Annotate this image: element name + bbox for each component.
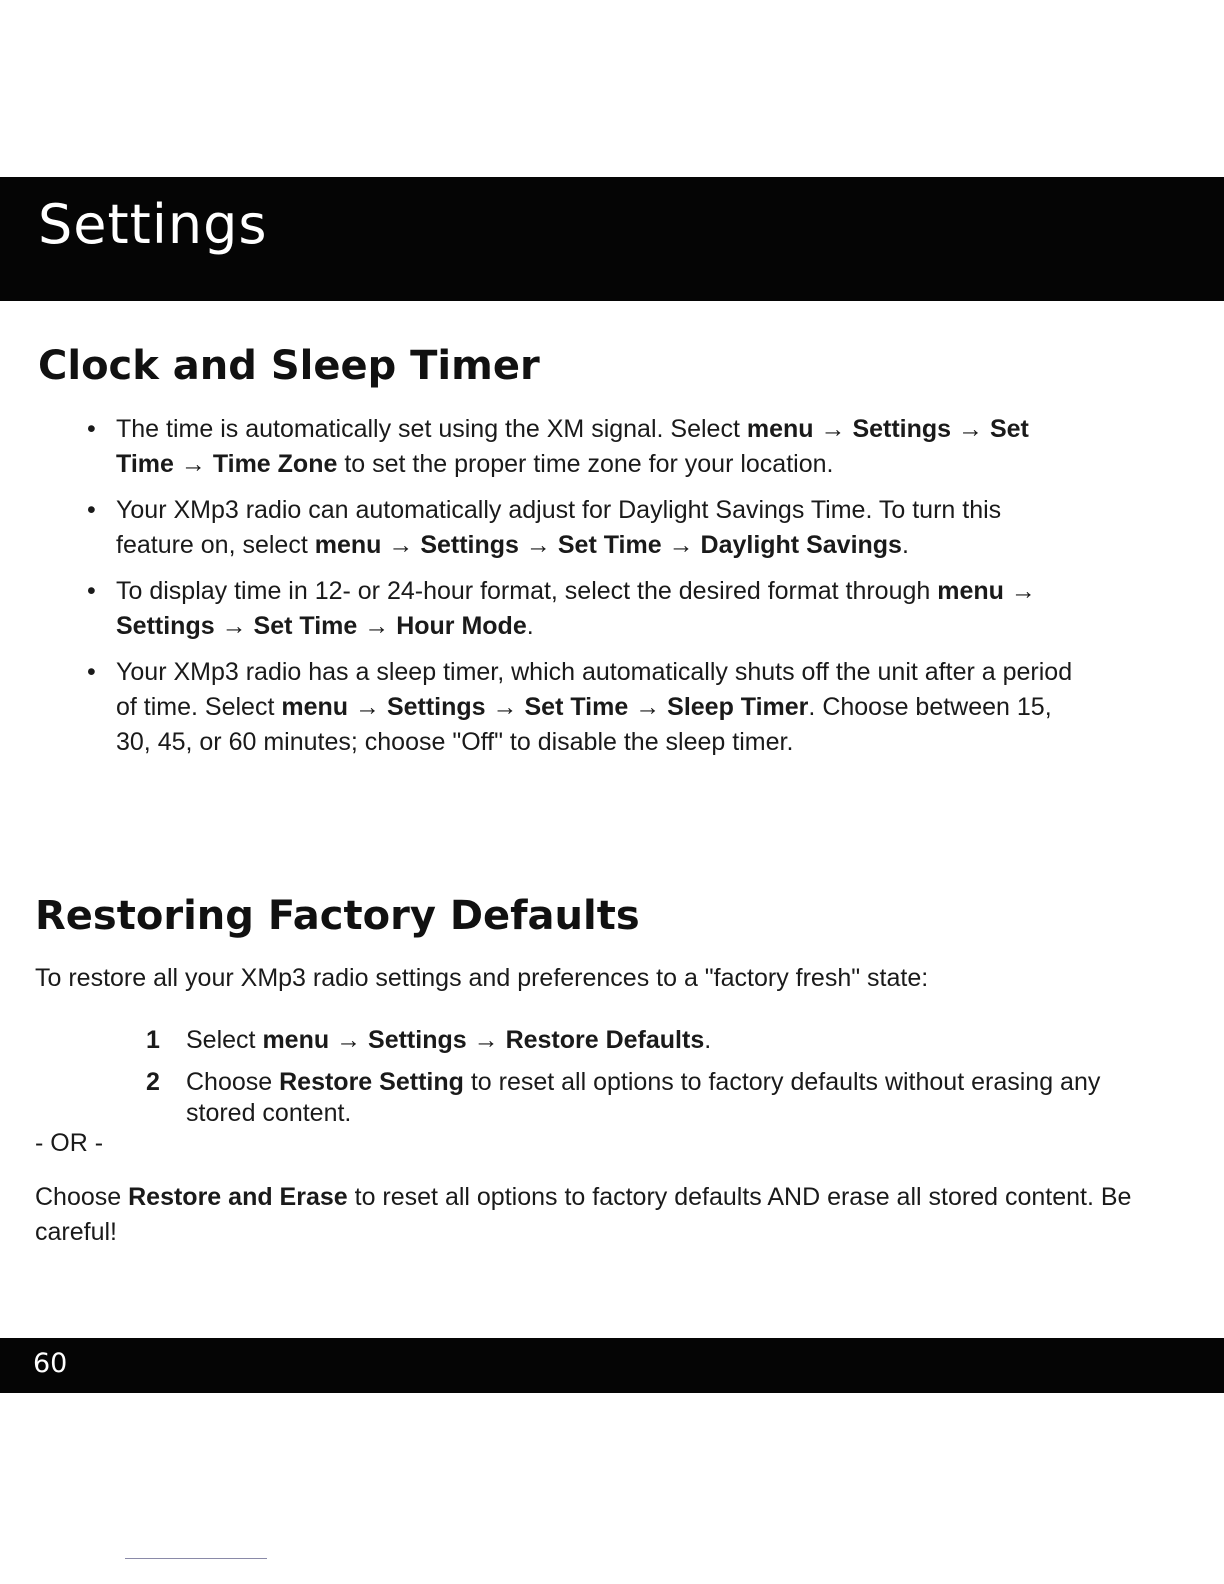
arrow: → [958,415,984,443]
bold-term: Set Time [253,612,358,640]
step-text: Choose [186,1068,280,1096]
arrow: → [355,693,380,721]
bullet-time-zone [87,412,1076,482]
restore-section-heading: Restoring Factory Defaults [35,893,640,939]
bold-term: Sleep Timer [667,693,809,721]
bullet-hour-mode [87,574,1076,644]
step-item [146,1067,1166,1129]
para-text: Choose [35,1183,129,1211]
page-title: Settings [38,193,268,256]
bullet-text: . [526,612,534,640]
step-item [146,1025,1166,1056]
bullet-text: . [901,531,909,559]
arrow: → [336,1026,362,1054]
bullet-daylight-savings [87,493,1076,563]
clock-bullet-list [87,412,1076,760]
arrow: → [221,612,247,640]
bold-term: menu [746,415,814,443]
arrow: → [525,531,551,559]
bold-term: Set Time [116,415,1029,478]
bold-term: Restore Setting [279,1068,464,1096]
bullet-text: The time is automatically set using the XM signal. Select [116,415,747,443]
arrow: → [364,612,390,640]
bold-term: Settings [852,415,952,443]
restore-intro: To restore all your XMp3 radio settings and preferences to a "factory fresh" state: [35,964,929,992]
step-number: 1 [146,1026,160,1054]
arrow: → [180,450,206,478]
bold-term: Daylight Savings [700,531,902,559]
step-text: to reset all options to factory defaults without erasing any stored content. [186,1068,1101,1127]
footer-bar [0,1338,1224,1393]
bullet-text: . Choose between 15, 30, 45, or 60 minutes; choose "Off" to disable the sleep timer. [116,693,1052,756]
step-number: 2 [146,1068,160,1096]
step-text: Select [186,1026,263,1054]
bold-term: Time Zone [212,450,338,478]
bottom-rule [125,1558,267,1559]
bold-term: Settings [116,612,215,640]
bullet-marker: • [87,658,96,686]
para-text: to reset all options to factory defaults AND erase all stored content. Be careful! [35,1183,1132,1246]
title-bar [0,177,1224,301]
arrow: → [635,693,661,721]
bold-term: Settings [420,531,519,559]
bold-term: Settings [386,693,486,721]
clock-section-heading: Clock and Sleep Timer [38,343,540,389]
bold-term: menu [937,577,1004,605]
bold-term: menu [262,1026,330,1054]
arrow: → [388,531,414,559]
bold-term: Settings [368,1026,467,1054]
arrow: → [492,693,518,721]
bold-term: menu [281,693,349,721]
bullet-sleep-timer [87,655,1076,760]
restore-erase-paragraph [35,1180,1195,1250]
arrow: → [1010,577,1036,605]
restore-steps [146,1025,1166,1140]
bullet-text: Your XMp3 radio can automatically adjust for Daylight Savings Time. To turn this feature on, select [116,496,1002,559]
bold-term: Hour Mode [396,612,527,640]
bullet-text: Your XMp3 radio has a sleep timer, which automatically shuts off the unit after a period of time. Select [116,658,1073,721]
bold-term: Restore and Erase [128,1183,348,1211]
bold-term: Set Time [557,531,662,559]
arrow: → [473,1026,499,1054]
bullet-marker: • [87,496,96,524]
bullet-marker: • [87,577,96,605]
bold-term: menu [314,531,382,559]
bullet-marker: • [87,415,96,443]
page-number: 60 [33,1348,68,1379]
bold-term: Set Time [524,693,629,721]
or-separator: - OR - [35,1129,104,1157]
arrow: → [668,531,694,559]
step-text: . [704,1026,712,1054]
arrow: → [820,415,846,443]
bullet-text: To display time in 12- or 24-hour format, select the desired format through [116,577,938,605]
bullet-text: to set the proper time zone for your location. [337,450,834,478]
bold-term: Restore Defaults [505,1026,705,1054]
